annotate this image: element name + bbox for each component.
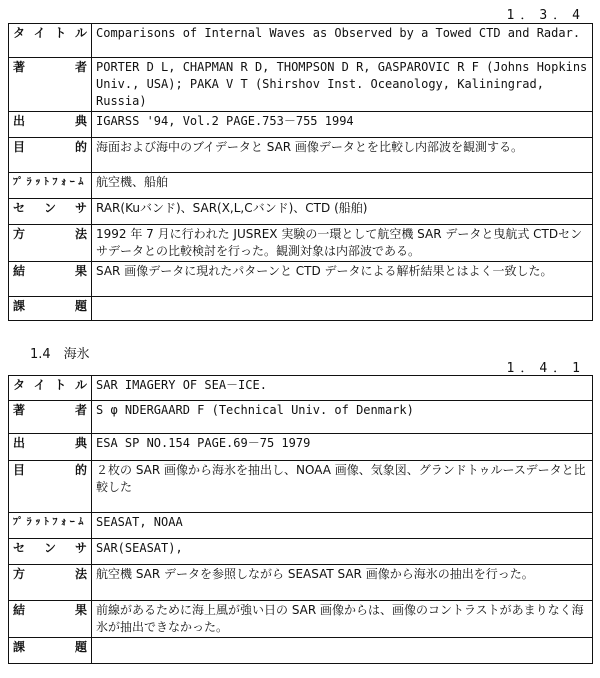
method-value: 航空機 SAR データを参照しながら SEASAT SAR 画像から海氷の抽出を行った。: [92, 565, 593, 601]
field-label: タイトル: [9, 24, 92, 58]
source-row: [9, 434, 593, 461]
record-card: [8, 23, 593, 321]
issue-value: [92, 638, 593, 664]
title-row: [9, 376, 593, 401]
purpose-value: ２枚の SAR 画像から海氷を抽出し、NOAA 画像、気象図、グランドトゥルースデータと比較した: [92, 461, 593, 513]
sensor-value: RAR(Kuバンド)、SAR(X,L,Cバンド)、CTD (船舶): [92, 199, 593, 225]
field-label: 目 的: [9, 138, 92, 173]
field-label: タイトル: [9, 376, 92, 401]
field-label: 目 的: [9, 461, 92, 513]
source-value: IGARSS '94, Vol.2 PAGE.753－755 1994: [92, 112, 593, 138]
record-number: 1．4．1: [506, 361, 586, 376]
platform-row: [9, 513, 593, 539]
purpose-row: [9, 138, 593, 173]
method-row: [9, 225, 593, 262]
issue-row: [9, 638, 593, 664]
record-card: [8, 375, 593, 664]
field-label: 結 果: [9, 262, 92, 297]
section-heading: 1.4 海氷: [30, 347, 90, 362]
record-number: 1．3．4: [506, 8, 586, 23]
sensor-value: SAR(SEASAT),: [92, 539, 593, 565]
result-value: SAR 画像データに現れたパターンと CTD データによる解析結果とはよく一致した。: [92, 262, 593, 297]
platform-value: 航空機、船舶: [92, 173, 593, 199]
field-label: ﾌﾟﾗｯﾄﾌｫｰﾑ: [9, 173, 92, 199]
field-label: 出 典: [9, 434, 92, 461]
sensor-row: [9, 539, 593, 565]
field-label: 課 題: [9, 297, 92, 321]
field-label: 著 者: [9, 58, 92, 112]
purpose-row: [9, 461, 593, 513]
method-value: 1992 年 7 月に行われた JUSREX 実験の一環として航空機 SAR データと曳航式 CTDセンサデータとの比較検討を行った。観測対象は内部波である。: [92, 225, 593, 262]
field-label: 方 法: [9, 565, 92, 601]
field-label: セ ン サ: [9, 199, 92, 225]
sensor-row: [9, 199, 593, 225]
issue-row: [9, 297, 593, 321]
source-value: ESA SP NO.154 PAGE.69－75 1979: [92, 434, 593, 461]
platform-row: [9, 173, 593, 199]
method-row: [9, 565, 593, 601]
field-label: 結 果: [9, 601, 92, 638]
issue-value: [92, 297, 593, 321]
author-value: PORTER D L, CHAPMAN R D, THOMPSON D R, GASPAROVIC R F (Johns Hopkins Univ., USA); PAKA V T (Shirshov Inst. Oceanology, Kaliningrad, Russia): [92, 58, 593, 112]
source-row: [9, 112, 593, 138]
title-value: SAR IMAGERY OF SEA－ICE.: [92, 376, 593, 401]
purpose-value: 海面および海中のブイデータと SAR 画像データとを比較し内部波を観測する。: [92, 138, 593, 173]
author-row: [9, 401, 593, 434]
field-label: 著 者: [9, 401, 92, 434]
result-row: [9, 601, 593, 638]
field-label: 出 典: [9, 112, 92, 138]
title-value: Comparisons of Internal Waves as Observed by a Towed CTD and Radar.: [92, 24, 593, 58]
author-value: S φ NDERGAARD F (Technical Univ. of Denmark): [92, 401, 593, 434]
result-row: [9, 262, 593, 297]
result-value: 前線があるために海上風が強い日の SAR 画像からは、画像のコントラストがあまりなく海氷が抽出できなかった。: [92, 601, 593, 638]
field-label: ﾌﾟﾗｯﾄﾌｫｰﾑ: [9, 513, 92, 539]
field-label: 方 法: [9, 225, 92, 262]
platform-value: SEASAT, NOAA: [92, 513, 593, 539]
author-row: [9, 58, 593, 112]
field-label: 課 題: [9, 638, 92, 664]
field-label: セ ン サ: [9, 539, 92, 565]
title-row: [9, 24, 593, 58]
